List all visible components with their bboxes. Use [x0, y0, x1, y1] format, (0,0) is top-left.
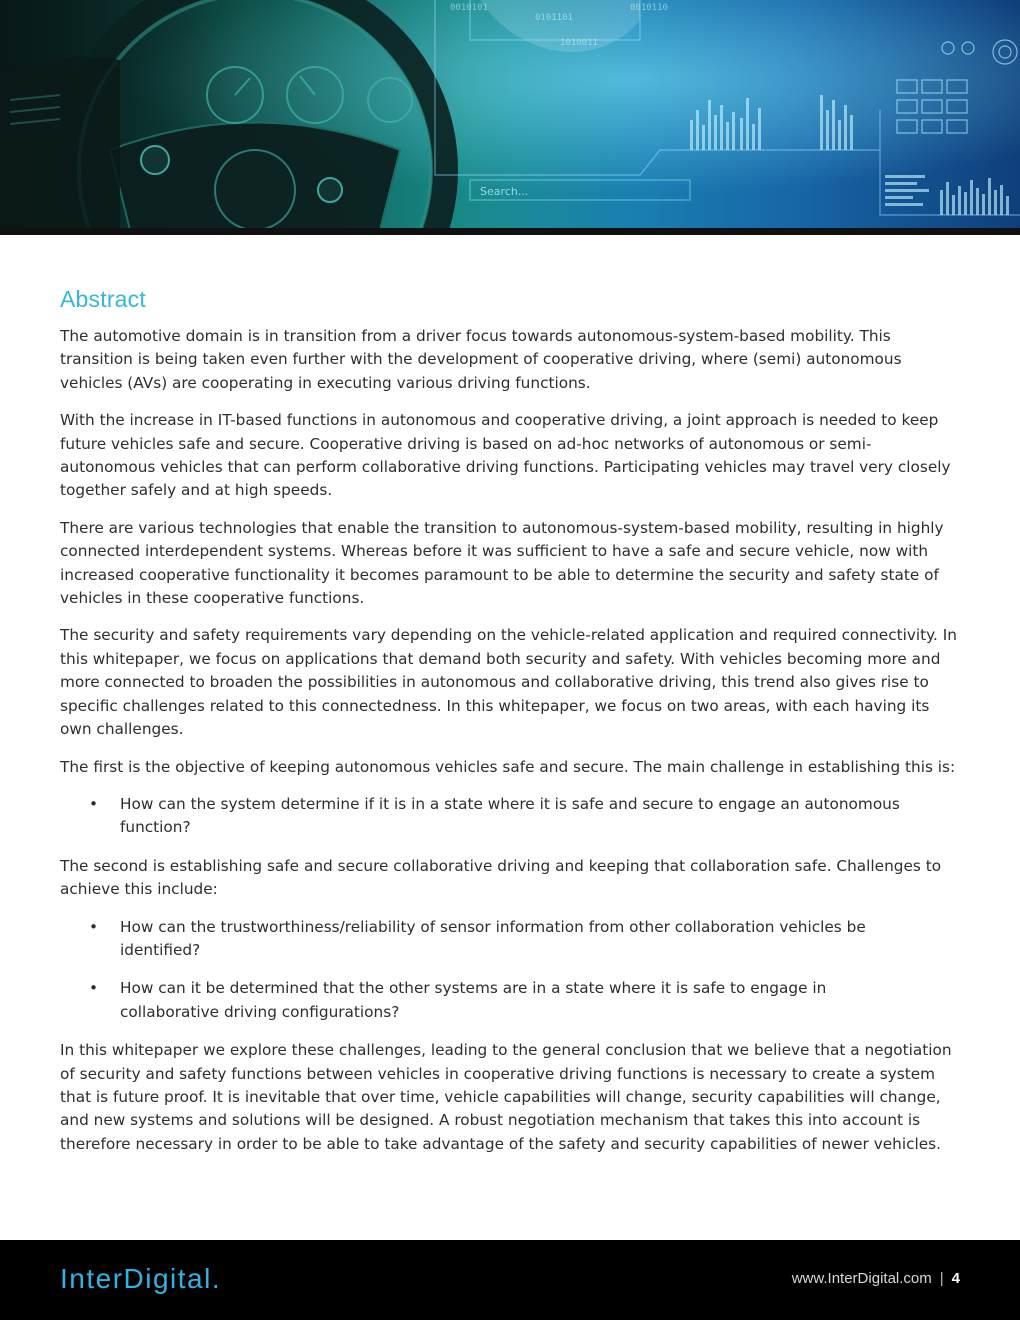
banner-divider	[0, 228, 1020, 235]
bullet-list	[60, 916, 965, 1025]
list-item-text: How can it be determined that the other systems are in a state where it is safe to engage in collaborative driving configurations?	[120, 979, 827, 1021]
page-number: 4	[951, 1270, 960, 1287]
section-heading: Abstract	[60, 286, 146, 312]
list-item-text: How can the system determine if it is in a state where it is safe and secure to engage an autonomous function?	[120, 794, 900, 837]
paragraph: There are various technologies that enable the transition to autonomous-system-based mobility, resulting in highly connected interdependent systems. Whereas before it was sufficient to have a safe and secure vehicle, now with increased cooperative functionality it becomes paramount to be able to determine the security and safety state of vehicles in these cooperative functions.	[60, 518, 944, 608]
abstract-section	[60, 286, 965, 1170]
website-link[interactable]: www.InterDigital.com	[791, 1270, 932, 1287]
paragraph: The automotive domain is in transition from a driver focus towards autonomous-system-based mobility. This transition is being taken even further with the development of cooperative driving, where (semi) autonomous vehicles (AVs) are cooperating in executing various driving functions.	[60, 327, 902, 392]
list-item	[60, 793, 910, 840]
bullet-glyph: •	[89, 917, 99, 936]
paragraph: The second is establishing safe and secure collaborative driving and keeping that collaboration safe. Challenges to achieve this include:	[60, 856, 942, 899]
footer-info	[792, 1270, 960, 1287]
bullet-glyph: •	[89, 794, 99, 813]
svg-text:1010011: 1010011	[560, 38, 598, 48]
paragraph: In this whitepaper we explore these challenges, leading to the general conclusion that we believe that a negotiation of security and safety functions between vehicles in cooperative driving functions is necessary to create a system that is future proof. It is inevitable that over time, vehicle capabilities will change, security capabilities will change, and new systems and solutions will be designed. A robust negotiation mechanism that takes this into account is therefore necessary in order to be able to take advantage of the safety and security capabilities of newer vehicles.	[60, 1041, 952, 1153]
footer-separator: |	[939, 1270, 944, 1287]
svg-text:0101101: 0101101	[535, 13, 573, 23]
page-footer	[0, 1240, 1020, 1320]
list-item	[60, 977, 910, 1024]
bullet-list	[60, 793, 965, 840]
header-banner-image	[0, 0, 1020, 228]
hud-search-text: Search...	[480, 185, 529, 198]
interdigital-logo: InterDigital.	[60, 1263, 222, 1294]
paragraph: With the increase in IT-based functions in autonomous and cooperative driving, a joint approach is needed to keep future vehicles safe and secure. Cooperative driving is based on ad-hoc networks of autonomous or semi-autonomous vehicles that can perform collaborative driving functions. Participating vehicles may travel very closely together safely and at high speeds.	[60, 411, 951, 500]
svg-text:0010110: 0010110	[630, 3, 668, 13]
list-item-text: How can the trustworthiness/reliability of sensor information from other collaboration vehicles be identified?	[120, 917, 866, 959]
bullet-glyph: •	[89, 979, 99, 998]
paragraph: The first is the objective of keeping autonomous vehicles safe and secure. The main challenge in establishing this is:	[60, 757, 956, 776]
list-item	[60, 916, 910, 963]
paragraph: The security and safety requirements vary depending on the vehicle-related application and required connectivity. In this whitepaper, we focus on applications that demand both security and safety. With vehicles becoming more and more connected to broaden the possibilities in autonomous and collaborative driving, this trend also gives rise to specific challenges related to this connectedness. In this whitepaper, we focus on two areas, with each having its own challenges.	[60, 626, 957, 739]
dashboard-illustration	[0, 0, 1020, 228]
svg-text:0010101: 0010101	[450, 3, 488, 13]
